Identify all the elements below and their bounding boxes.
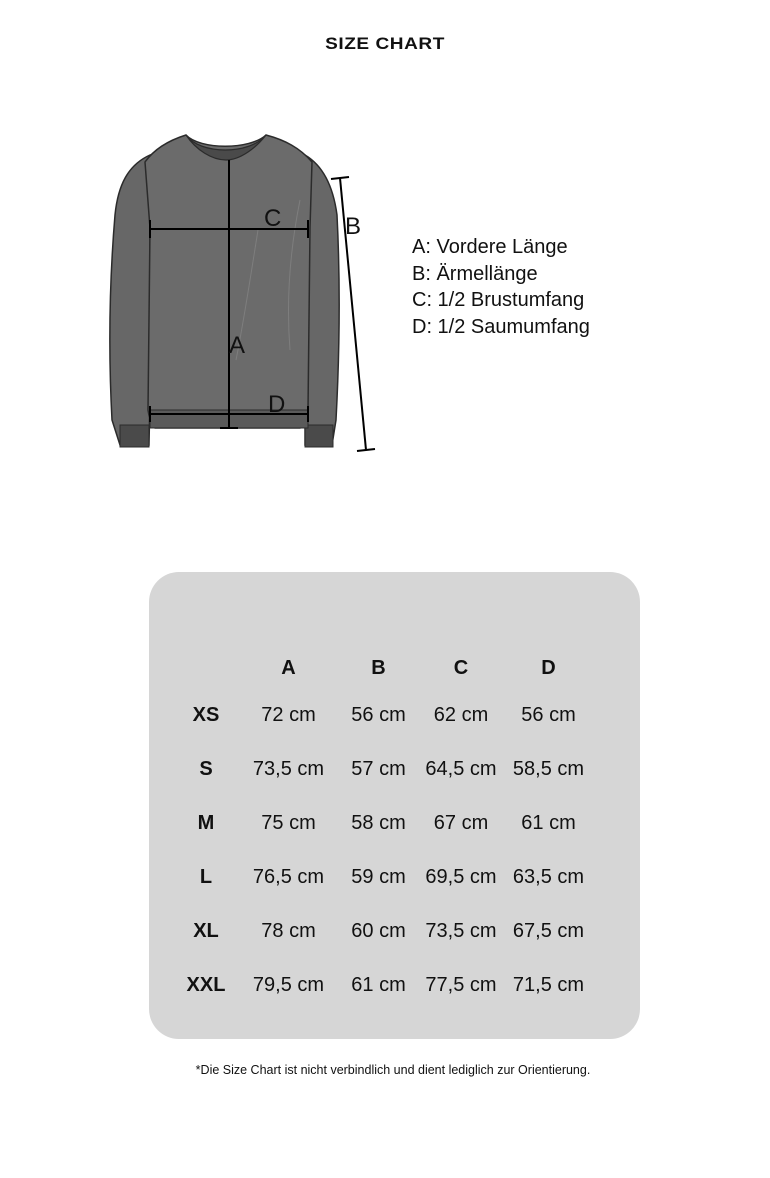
table-row: [181, 958, 586, 1012]
cell-a: 76,5 cm: [252, 865, 325, 888]
cell-b: 61 cm: [351, 973, 406, 996]
table-row: [181, 850, 586, 904]
cell-c: 69,5 cm: [425, 865, 497, 888]
left-cuff: [120, 425, 149, 447]
cell-b: 57 cm: [351, 757, 406, 780]
column-header-b: B: [371, 656, 386, 679]
cell-d: 61 cm: [521, 811, 576, 834]
cell-a: 79,5 cm: [252, 973, 325, 996]
cell-c: 73,5 cm: [425, 919, 497, 942]
column-header-d: D: [541, 656, 556, 679]
measurement-legend: [412, 234, 590, 340]
cell-c: 64,5 cm: [425, 757, 497, 780]
size-table: [181, 648, 586, 1012]
table-row: [181, 796, 586, 850]
left-sleeve: [110, 155, 150, 445]
cell-d: 63,5 cm: [512, 865, 585, 888]
cell-b: 59 cm: [351, 865, 406, 888]
cell-a: 73,5 cm: [252, 757, 325, 780]
legend-item-c: C: 1/2 Brustumfang: [412, 289, 585, 311]
column-header-c: C: [453, 656, 469, 679]
disclaimer-footnote: *Die Size Chart ist nicht verbindlich und dient lediglich zur Orientierung.: [195, 1063, 591, 1077]
cell-b: 56 cm: [351, 703, 406, 726]
sweater-diagram: [95, 120, 395, 465]
legend-item-d: D: 1/2 Saumumfang: [412, 315, 590, 338]
cell-c: 62 cm: [433, 703, 489, 726]
size-label: XL: [193, 919, 219, 942]
size-label: M: [197, 811, 215, 834]
cell-d: 71,5 cm: [512, 973, 585, 996]
table-header-row: [181, 648, 586, 688]
label-a: A: [229, 332, 246, 359]
cell-a: 75 cm: [261, 811, 316, 834]
legend-item-b: B: Ärmellänge: [412, 262, 538, 285]
cell-c: 77,5 cm: [425, 973, 497, 996]
cell-c: 67 cm: [433, 811, 489, 834]
table-row: [181, 742, 586, 796]
column-header-a: A: [281, 656, 296, 679]
label-c: C: [264, 205, 282, 232]
size-label: XXL: [186, 973, 226, 996]
cell-a: 78 cm: [261, 919, 316, 942]
label-b: B: [345, 213, 362, 240]
size-label: XS: [192, 703, 220, 726]
size-label: S: [199, 757, 213, 780]
legend-item-a: A: Vordere Länge: [412, 236, 568, 258]
cell-b: 60 cm: [351, 919, 406, 942]
table-row: [181, 688, 586, 742]
column-header-size: [181, 648, 231, 688]
page-title: SIZE CHART: [325, 34, 445, 53]
cell-a: 72 cm: [261, 703, 316, 726]
right-cuff: [305, 425, 333, 447]
size-label: L: [199, 865, 213, 888]
cell-d: 58,5 cm: [512, 757, 585, 780]
cell-d: 56 cm: [521, 703, 576, 726]
label-d: D: [268, 391, 286, 418]
cell-d: 67,5 cm: [512, 919, 585, 942]
table-row: [181, 904, 586, 958]
cell-b: 58 cm: [351, 811, 406, 834]
